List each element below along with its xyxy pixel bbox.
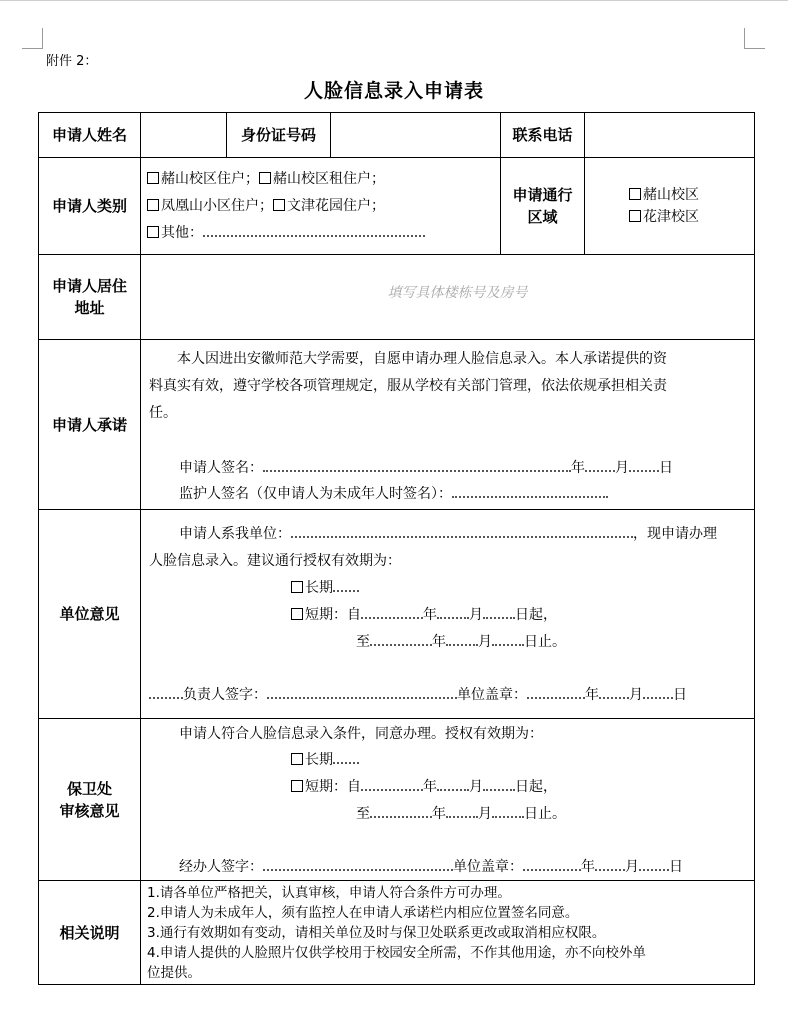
stamp-year-blank[interactable]: [527, 685, 585, 699]
guardian-signature-blank[interactable]: [452, 484, 608, 498]
security-short-term-end: 至 年 月 日止。: [356, 806, 566, 822]
checkbox-icon[interactable]: [291, 753, 303, 765]
address-field[interactable]: [141, 255, 755, 340]
sign-day-blank[interactable]: [629, 458, 659, 472]
address-row: [39, 255, 755, 340]
unit-name-blank[interactable]: [291, 524, 633, 538]
stamp-day-blank[interactable]: [643, 685, 673, 699]
start-month-blank[interactable]: [437, 605, 469, 619]
checkbox-icon[interactable]: [291, 581, 303, 593]
checkbox-icon[interactable]: [259, 172, 271, 184]
category-options: [141, 158, 501, 255]
security-statement: 申请人符合人脸信息录入条件，同意办理。授权有效期为：: [179, 726, 543, 742]
checkbox-icon[interactable]: [629, 210, 641, 222]
checkbox-icon[interactable]: [629, 188, 641, 200]
note-item: 位提供。: [147, 965, 201, 981]
category-option-wenjin-resident[interactable]: 文津花园住户；: [273, 193, 385, 220]
category-option-zheshan-renter[interactable]: 赭山校区租住户；: [259, 166, 385, 193]
promise-label: 申请人承诺: [39, 340, 141, 510]
unit-opinion-label: 单位意见: [39, 510, 141, 719]
end-month-blank[interactable]: [446, 632, 478, 646]
leader-lead-dots: [149, 685, 183, 699]
checkbox-icon[interactable]: [147, 172, 159, 184]
unit-long-term-option[interactable]: 长期: [149, 575, 748, 602]
area-option-huajin[interactable]: 花津校区: [629, 206, 754, 228]
unit-opinion-row: [39, 510, 755, 719]
guardian-signature-line: 监护人签名（仅申请人为未成年人时签名）：: [149, 481, 748, 507]
note-item: 2.申请人为未成年人，须有监控人在申请人承诺栏内相应位置签名同意。: [147, 905, 579, 921]
stamp-month-blank[interactable]: [595, 857, 625, 871]
window-top-border: [0, 0, 788, 1]
phone-field[interactable]: [585, 113, 755, 158]
access-area-label: 申请通行 区域: [501, 158, 585, 255]
name-label: 申请人姓名: [39, 113, 141, 158]
name-field[interactable]: [141, 113, 227, 158]
margin-corner-mark-left: [22, 28, 43, 49]
note-item: 4.申请人提供的人脸照片仅供学校用于校园安全所需，不作其他用途，亦不向校外单: [147, 945, 646, 961]
applicant-signature-blank[interactable]: [263, 458, 571, 472]
start-day-blank[interactable]: [483, 605, 515, 619]
application-form-table: [38, 112, 755, 985]
notes-content: [141, 881, 755, 985]
checkbox-icon[interactable]: [291, 780, 303, 792]
security-opinion-label: 保卫处 审核意见: [39, 719, 141, 881]
promise-text-line-1: 本人因进出安徽师范大学需要，自愿申请办理人脸信息录入。本人承诺提供的资: [177, 351, 667, 367]
handler-signature-blank[interactable]: [263, 857, 453, 871]
end-day-blank[interactable]: [492, 804, 524, 818]
long-term-dots: [333, 578, 359, 592]
address-placeholder: 填写具体楼栋号及房号: [387, 285, 528, 301]
id-number-field[interactable]: [331, 113, 501, 158]
promise-text-line-2: 料真实有效，遵守学校各项管理规定，服从学校有关部门管理，依法依规承担相关责: [149, 378, 667, 394]
long-term-dots: [333, 750, 359, 764]
unit-opinion-content: [141, 510, 755, 719]
page-title: 人脸信息录入申请表: [303, 80, 484, 102]
unit-short-term-start[interactable]: 短期：自 年 月 日起，: [149, 602, 748, 629]
applicant-basic-row: [39, 113, 755, 158]
security-opinion-content: [141, 719, 755, 881]
promise-row: [39, 340, 755, 510]
other-category-blank[interactable]: [203, 223, 425, 237]
attachment-label: 附件 2：: [46, 54, 98, 69]
note-item: 1.请各单位严格把关，认真审核，申请人符合条件方可办理。: [147, 885, 511, 901]
unit-signature-line: 负责人签字： 单位盖章： 年 月 日: [149, 682, 748, 708]
note-item: 3.通行有效期如有变动，请相关单位及时与保卫处联系更改或取消相应权限。: [147, 925, 606, 941]
leader-signature-blank[interactable]: [267, 685, 457, 699]
start-month-blank[interactable]: [437, 777, 469, 791]
unit-short-term-end: 至 年 月 日止。: [356, 634, 566, 650]
security-short-term-start[interactable]: 短期：自 年 月 日起，: [149, 774, 748, 801]
sign-month-blank[interactable]: [585, 458, 615, 472]
applicant-category-row: [39, 158, 755, 255]
category-label: 申请人类别: [39, 158, 141, 255]
promise-content: [141, 340, 755, 510]
address-label: 申请人居住 地址: [39, 255, 141, 340]
unit-statement-line-2: 人脸信息录入。建议通行授权有效期为：: [149, 553, 401, 569]
stamp-day-blank[interactable]: [639, 857, 669, 871]
area-option-zheshan[interactable]: 赭山校区: [629, 184, 754, 206]
end-month-blank[interactable]: [446, 804, 478, 818]
security-long-term-option[interactable]: 长期: [149, 747, 748, 774]
end-day-blank[interactable]: [492, 632, 524, 646]
promise-text-line-3: 任。: [149, 405, 177, 421]
end-year-blank[interactable]: [370, 804, 432, 818]
start-day-blank[interactable]: [483, 777, 515, 791]
checkbox-icon[interactable]: [291, 608, 303, 620]
security-signature-line: 经办人签字： 单位盖章： 年 月 日: [179, 859, 683, 875]
notes-label: 相关说明: [39, 881, 141, 985]
end-year-blank[interactable]: [370, 632, 432, 646]
checkbox-icon[interactable]: [147, 226, 159, 238]
checkbox-icon[interactable]: [147, 199, 159, 211]
phone-label: 联系电话: [501, 113, 585, 158]
category-option-other[interactable]: 其他：: [147, 220, 203, 247]
start-year-blank[interactable]: [361, 605, 423, 619]
checkbox-icon[interactable]: [273, 199, 285, 211]
category-option-zheshan-resident[interactable]: 赭山校区住户；: [147, 166, 259, 193]
category-option-fenghuangshan-resident[interactable]: 凤凰山小区住户；: [147, 193, 273, 220]
stamp-month-blank[interactable]: [599, 685, 629, 699]
access-area-options: [585, 158, 755, 255]
security-opinion-row: [39, 719, 755, 881]
start-year-blank[interactable]: [361, 777, 423, 791]
unit-statement-line-1: 申请人系我单位： ，现申请办理: [179, 526, 717, 542]
notes-row: [39, 881, 755, 985]
applicant-signature-line: 申请人签名： 年 月 日: [179, 460, 673, 476]
margin-corner-mark-right: [744, 28, 765, 49]
id-number-label: 身份证号码: [227, 113, 331, 158]
stamp-year-blank[interactable]: [523, 857, 581, 871]
